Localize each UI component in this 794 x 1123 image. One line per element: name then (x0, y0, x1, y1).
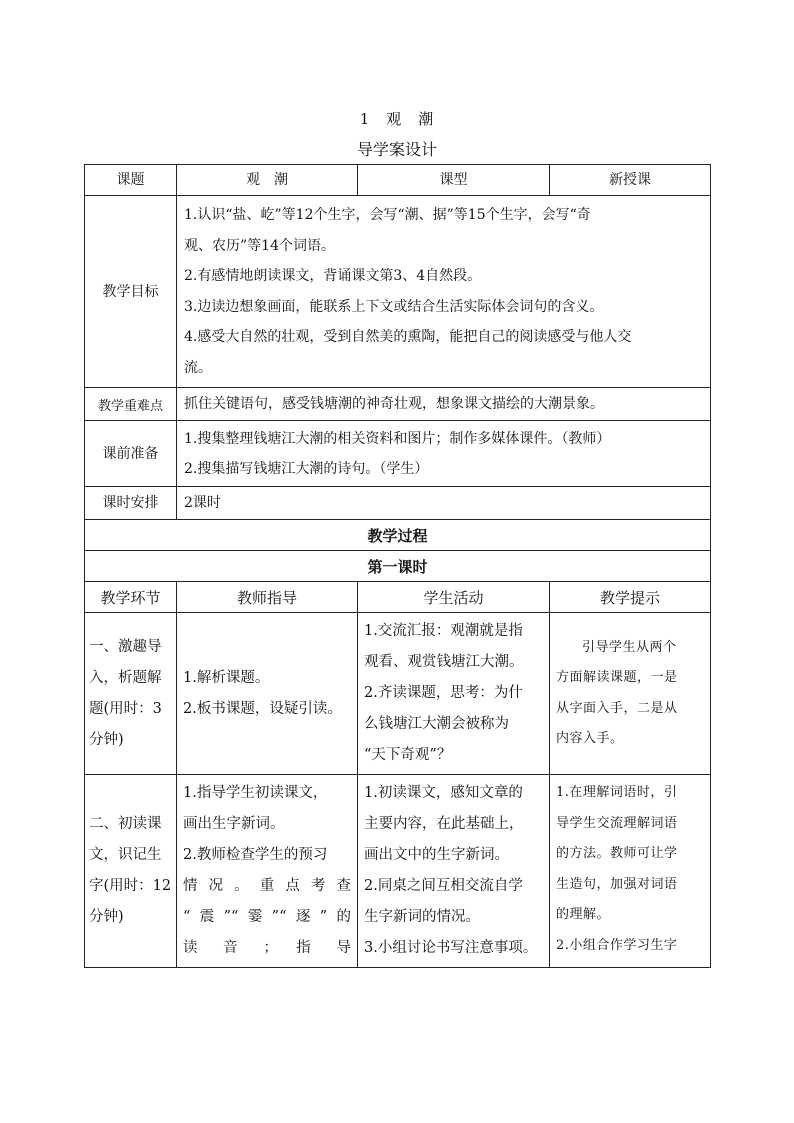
goals-label: 教学目标 (85, 196, 177, 388)
process-title-row (85, 520, 711, 551)
stage-line: 题(用时：3 (89, 700, 162, 717)
student-line: “天下奇观”？ (364, 747, 452, 763)
goal-line: 3.边读边想象画面，能联系上下文或结合生活实际体会词句的含义。 (184, 298, 604, 315)
header-hint: 教学提示 (550, 582, 711, 613)
student-line: 1.初读课文，感知文章的 (364, 785, 523, 801)
goal-line: 4.感受大自然的壮观，受到自然美的熏陶，能把自己的阅读感受与他人交 (184, 329, 632, 345)
teacher-line: “震”“霎”“逐”的 (183, 909, 351, 925)
stage-line: 字(用时：12 (89, 878, 172, 894)
stage-line: 入，析题解 (89, 669, 162, 686)
student-line: 生字新词的情况。 (364, 909, 480, 925)
student-line: 3.小组讨论书写注意事项。 (364, 940, 538, 956)
prep-line: 2.搜集描写钱塘江大潮的诗句。（学生） (184, 460, 429, 477)
teacher-line: 2.板书课题，设疑引读。 (183, 700, 342, 717)
process-row (85, 613, 711, 775)
prep-row (85, 421, 711, 487)
student-line: 主要内容，在此基础上， (364, 816, 524, 832)
type-label: 课型 (358, 165, 550, 196)
student-cell (358, 775, 550, 968)
header-student: 学生活动 (358, 582, 550, 613)
hint-line: 的方法。教师可让学 (556, 846, 678, 861)
topic-label: 课题 (85, 165, 177, 196)
teacher-line: 1.解析课题。 (183, 669, 270, 686)
process-row (85, 775, 711, 968)
time-row (85, 487, 711, 520)
hint-line: 引导学生从两个 (582, 639, 677, 655)
hint-line: 内容入手。 (556, 731, 624, 746)
teacher-cell (177, 775, 358, 968)
key-label: 教学重难点 (85, 388, 177, 421)
stage-line: 一、激趣导 (89, 638, 162, 655)
teacher-line: 情况。重点考查 (183, 878, 351, 894)
teacher-line: 画出生字新词。 (183, 816, 285, 832)
stage-line: 分钟) (89, 731, 124, 748)
stage-cell (85, 775, 177, 968)
document-subtitle: 导学案设计 (356, 140, 437, 159)
header-stage: 教学环节 (85, 582, 177, 613)
stage-line: 分钟) (89, 909, 124, 925)
student-line: 2.同桌之间互相交流自学 (364, 878, 523, 894)
student-cell (358, 613, 550, 775)
hint-cell (550, 775, 711, 968)
student-line: 画出文中的生字新词。 (364, 847, 509, 863)
teacher-line: 读 音 ； 指 导 (183, 940, 351, 956)
topic-row (85, 165, 711, 196)
stage-line: 文，识记生 (89, 847, 162, 863)
goals-content (177, 196, 711, 388)
prep-line: 1.搜集整理钱塘江大潮的相关资料和图片；制作多媒体课件。（教师） (184, 430, 611, 447)
hint-line: 导学生交流理解词语 (556, 815, 678, 831)
student-line: 么钱塘江大潮会被称为 (364, 716, 509, 732)
lesson-title: 1 观 潮 (359, 110, 435, 128)
goal-line: 观、农历”等14个词语。 (184, 237, 335, 254)
hint-line: 从字面入手，二是从 (556, 700, 678, 716)
hint-cell (550, 613, 711, 775)
key-row (85, 388, 711, 421)
hint-line: 1.在理解词语时，引 (556, 785, 678, 800)
key-value: 抓住关键语句，感受钱塘潮的神奇壮观，想象课文描绘的大潮景象。 (177, 388, 711, 421)
prep-content (177, 421, 711, 487)
header-teacher: 教师指导 (177, 582, 358, 613)
period-row (85, 551, 711, 582)
stage-cell (85, 613, 177, 775)
topic-value: 观 潮 (177, 165, 358, 196)
goal-line: 2.有感情地朗读课文，背诵课文第3、4自然段。 (184, 268, 482, 284)
process-header-row (85, 582, 711, 613)
teacher-line: 2.教师检查学生的预习 (183, 847, 328, 863)
hint-line: 2.小组合作学习生字 (556, 937, 678, 953)
student-line: 1.交流汇报：观潮就是指 (364, 623, 523, 639)
goal-line: 流。 (184, 359, 212, 376)
stage-line: 二、初读课 (89, 816, 162, 832)
hint-line: 方面解读课题，一是 (556, 670, 678, 685)
student-line: 2.齐读课题，思考：为什 (364, 685, 523, 701)
teacher-cell (177, 613, 358, 775)
hint-line: 生造句，加强对词语 (556, 876, 678, 892)
type-value: 新授课 (550, 165, 711, 196)
student-line: 观看、观赏钱塘江大潮。 (364, 654, 524, 670)
process-title: 教学过程 (85, 520, 711, 551)
time-label: 课时安排 (85, 487, 177, 520)
time-value: 2课时 (177, 487, 711, 520)
goals-row (85, 196, 711, 388)
teacher-line: 1.指导学生初读课文， (183, 785, 328, 801)
period-title: 第一课时 (85, 551, 711, 582)
lesson-plan-table (84, 164, 711, 968)
hint-line: 的理解。 (556, 907, 611, 922)
goal-line: 1.认识“盐、屹”等12个生字，会写“潮、据”等15个生字，会写“奇 (184, 207, 591, 223)
prep-label: 课前准备 (85, 421, 177, 487)
